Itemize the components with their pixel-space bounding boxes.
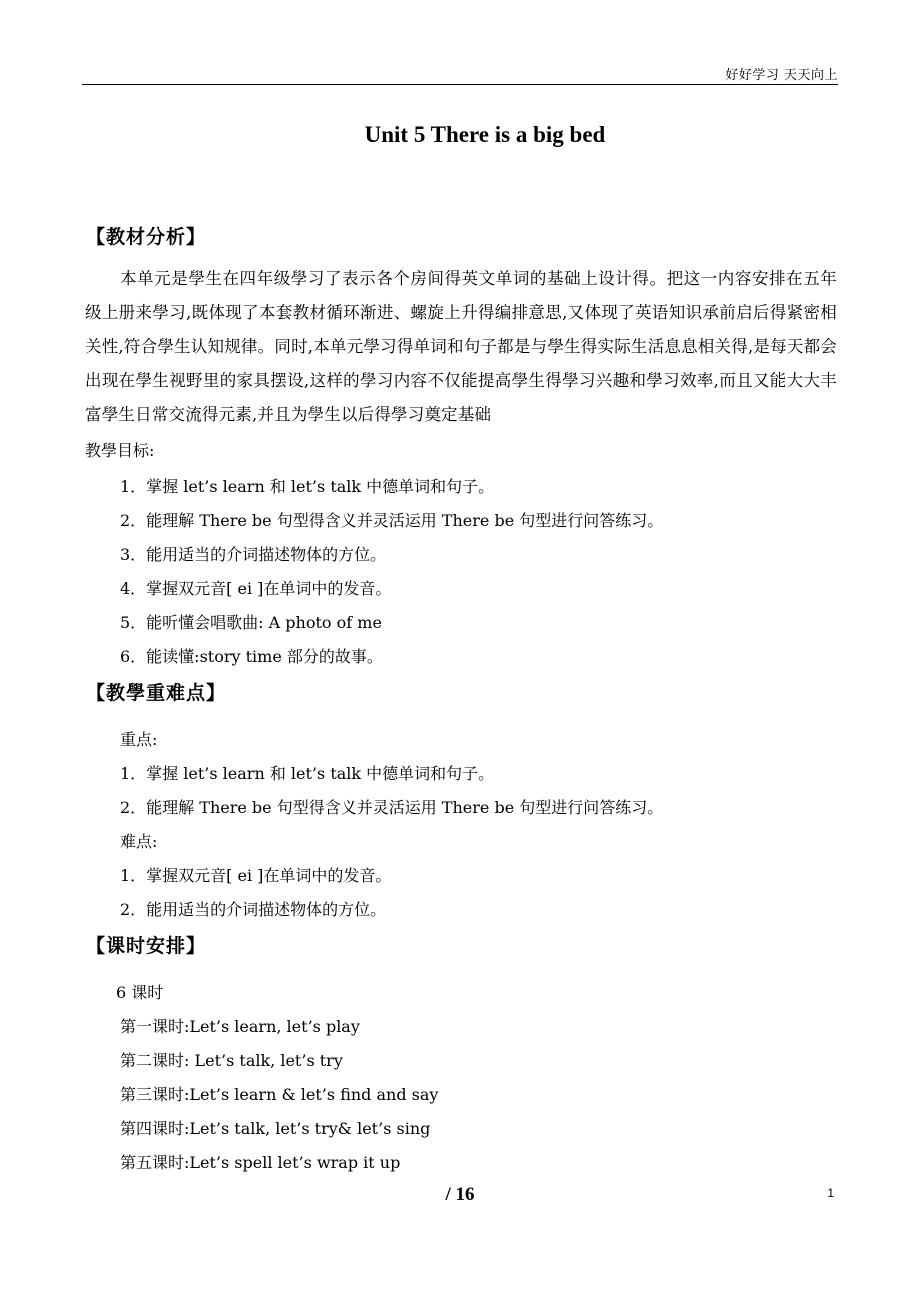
goal-item: 2．能理解 There be 句型得含义并灵活运用 There be 句型进行问答练习。 <box>120 511 664 530</box>
analysis-paragraph: 本单元是學生在四年级學习了表示各个房间得英文单词的基础上设计得。把这一内容安排在五年级上册来學习,既体现了本套教材循环渐进、螺旋上升得编排意思,又体现了英语知识承前启后得紧密相关性,符合學生认知规律。同时,本单元學习得单词和句子都是与學生得实际生活息息相关得,是每天都会出现在學生视野里的家具摆设,这样的學习内容不仅能提高學生得學习兴趣和學习效率,而且又能大大丰富學生日常交流得元素,并且为學生以后得學习奠定基础 <box>85 269 837 424</box>
goal-item: 4．掌握双元音[ ei ]在单词中的发音。 <box>120 579 392 598</box>
section-heading-schedule: 【课时安排】 <box>86 935 207 957</box>
page-number: 1 <box>827 1186 834 1200</box>
schedule-lesson: 第五课时:Let’s spell let’s wrap it up <box>120 1153 401 1172</box>
header-motto: 好好学习 天天向上 <box>725 68 838 83</box>
focus-item: 1．掌握 let’s learn 和 let’s talk 中德单词和句子。 <box>120 764 495 783</box>
goal-item: 1．掌握 let’s learn 和 let’s talk 中德单词和句子。 <box>120 477 495 496</box>
difficulty-item: 2．能用适当的介词描述物体的方位。 <box>120 900 387 919</box>
page-title: Unit 5 There is a big bed <box>364 122 606 147</box>
difficulty-label: 难点: <box>120 832 158 851</box>
schedule-lesson: 第三课时:Let’s learn & let’s find and say <box>120 1085 439 1104</box>
goal-item: 6．能读懂:story time 部分的故事。 <box>120 647 383 666</box>
section-heading-key-points: 【教學重难点】 <box>86 682 227 704</box>
schedule-lesson: 第一课时:Let’s learn, let’s play <box>120 1017 360 1036</box>
difficulty-item: 1．掌握双元音[ ei ]在单词中的发音。 <box>120 866 392 885</box>
section-heading-analysis: 【教材分析】 <box>86 226 207 248</box>
focus-item: 2．能理解 There be 句型得含义并灵活运用 There be 句型进行问答练习。 <box>120 798 664 817</box>
schedule-lesson: 第四课时:Let’s talk, let’s try& let’s sing <box>120 1119 431 1138</box>
goals-label: 教學目标: <box>85 441 155 460</box>
focus-label: 重点: <box>120 730 158 749</box>
schedule-total: 6 课时 <box>116 983 164 1002</box>
page-count: / 16 <box>445 1184 475 1205</box>
schedule-lesson: 第二课时: Let’s talk, let’s try <box>120 1051 343 1070</box>
goal-item: 3．能用适当的介词描述物体的方位。 <box>120 545 387 564</box>
goal-item: 5．能听懂会唱歌曲: A photo of me <box>120 613 382 632</box>
header-divider <box>82 84 838 85</box>
